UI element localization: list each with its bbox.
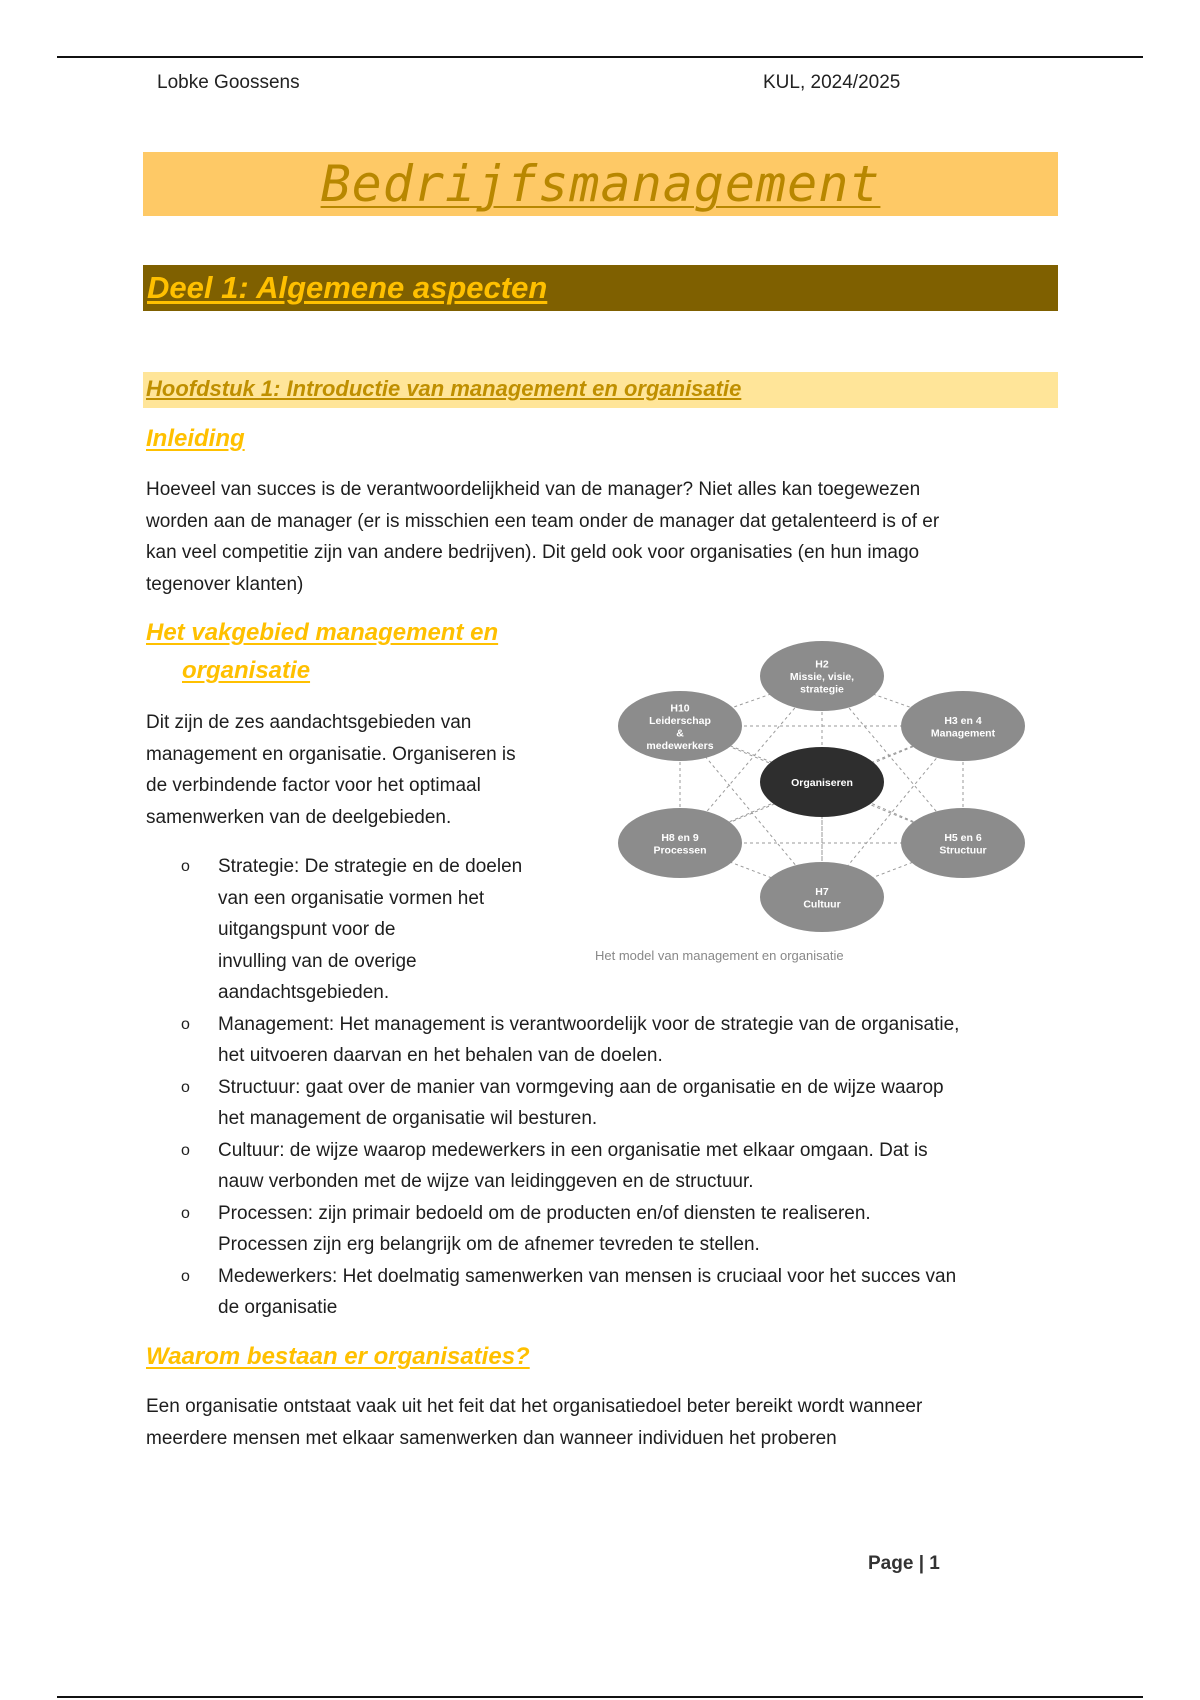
field-paragraph xyxy=(146,707,516,833)
diagram-node-label: H3 en 4 xyxy=(944,714,982,727)
field-line: samenwerken van de deelgebieden. xyxy=(146,806,452,828)
list-item-processes xyxy=(146,1198,959,1261)
bullet-marker: o xyxy=(181,858,190,875)
field-line: management en organisatie. Organiseren is xyxy=(146,743,516,765)
why-line: Een organisatie ontstaat vaak uit het feit dat het organisatiedoel beter bereikt wordt wanneer xyxy=(146,1396,923,1417)
diagram-caption: Het model van management en organisatie xyxy=(595,948,844,963)
diagram-node-label: medewerkers xyxy=(646,739,714,752)
list-item-culture xyxy=(146,1135,959,1198)
list-line: de organisatie xyxy=(218,1297,338,1318)
header-rule xyxy=(57,56,1143,58)
list-line: Cultuur: de wijze waarop medewerkers in een organisatie met elkaar omgaan. Dat is xyxy=(218,1139,928,1161)
diagram-node-label: H2 xyxy=(815,658,829,671)
chapter-banner xyxy=(143,372,1058,408)
footer-rule xyxy=(57,1696,1143,1698)
document-title: Bedrijfsmanagement xyxy=(320,155,881,213)
diagram-node-label: H10 xyxy=(670,702,690,715)
list-item-management xyxy=(146,1009,959,1072)
list-line: Medewerkers: Het doelmatig samenwerken van mensen is cruciaal voor het succes van xyxy=(218,1265,957,1287)
header-author: Lobke Goossens xyxy=(157,72,300,93)
chapter-heading: Hoofdstuk 1: Introductie van management en organisatie xyxy=(146,376,742,401)
part-heading: Deel 1: Algemene aspecten xyxy=(147,270,548,305)
intro-line: worden aan de manager (er is misschien een team onder de manager dat getalenteerd is of er xyxy=(146,510,940,532)
intro-line: kan veel competitie zijn van andere bedrijven). Dit geld ook voor organisaties (en hun imago xyxy=(146,542,920,563)
page-number: Page | 1 xyxy=(868,1553,940,1574)
list-line: Strategie: De strategie en de doelen xyxy=(218,856,523,877)
intro-paragraph xyxy=(146,474,939,600)
title-banner xyxy=(143,152,1058,216)
field-heading-line-1: Het vakgebied management en xyxy=(146,619,499,646)
diagram-node-label: & xyxy=(676,727,684,740)
field-line: de verbindende factor voor het optimaal xyxy=(146,775,481,796)
diagram-node-label: Structuur xyxy=(939,844,987,857)
list-item-employees xyxy=(146,1261,959,1324)
diagram-node-label: H8 en 9 xyxy=(661,831,699,844)
list-line: het management de organisatie wil besturen. xyxy=(218,1108,598,1129)
why-heading: Waarom bestaan er organisaties? xyxy=(146,1343,530,1370)
diagram-node-label: Processen xyxy=(653,844,707,857)
list-line: Processen zijn erg belangrijk om de afnemer tevreden te stellen. xyxy=(218,1234,760,1255)
management-model-diagram xyxy=(600,620,1035,965)
list-line: het uitvoeren daarvan en het behalen van de doelen. xyxy=(218,1045,663,1066)
bullet-marker: o xyxy=(181,1267,190,1285)
why-paragraph xyxy=(146,1391,922,1454)
field-heading-line-2: organisatie xyxy=(182,657,311,684)
diagram-center-label: Organiseren xyxy=(791,777,853,789)
list-line: Structuur: gaat over de manier van vormgeving aan de organisatie en de wijze waarop xyxy=(218,1076,944,1098)
list-line: invulling van de overige xyxy=(218,950,417,972)
bullet-marker: o xyxy=(181,1015,190,1033)
diagram-node-label: H7 xyxy=(815,885,829,898)
intro-heading: Inleiding xyxy=(146,425,245,452)
why-line: meerdere mensen met elkaar samenwerken dan wanneer individuen het proberen xyxy=(146,1427,837,1449)
bullet-marker: o xyxy=(181,1078,190,1096)
list-line: uitgangspunt voor de xyxy=(218,919,396,940)
bullet-marker: o xyxy=(181,1141,190,1159)
list-line: Processen: zijn primair bedoeld om de producten en/of diensten te realiseren. xyxy=(218,1202,871,1224)
bullet-marker: o xyxy=(181,1204,190,1222)
diagram-node-label: Cultuur xyxy=(803,898,841,911)
field-line: Dit zijn de zes aandachtsgebieden van xyxy=(146,712,472,733)
list-line: Management: Het management is verantwoordelijk voor de strategie van de organisatie, xyxy=(218,1013,960,1035)
list-line: van een organisatie vormen het xyxy=(218,887,485,909)
diagram-node-label: Leiderschap xyxy=(649,714,711,727)
part-banner xyxy=(143,265,1058,311)
diagram-nodes xyxy=(618,641,1025,932)
list-line: aandachtsgebieden. xyxy=(218,982,390,1003)
diagram-node-label: H5 en 6 xyxy=(944,831,982,844)
header-institution: KUL, 2024/2025 xyxy=(763,72,901,93)
intro-line: Hoeveel van succes is de verantwoordelijkheid van de manager? Niet alles kan toegewezen xyxy=(146,479,921,500)
list-item-structure xyxy=(146,1072,959,1135)
list-line: nauw verbonden met de wijze van leidinggeven en de structuur. xyxy=(218,1171,754,1192)
intro-line: tegenover klanten) xyxy=(146,573,304,595)
diagram-node-label: Missie, visie, xyxy=(789,671,855,683)
diagram-node-label: Management xyxy=(930,727,996,740)
diagram-node-label: strategie xyxy=(800,683,844,696)
